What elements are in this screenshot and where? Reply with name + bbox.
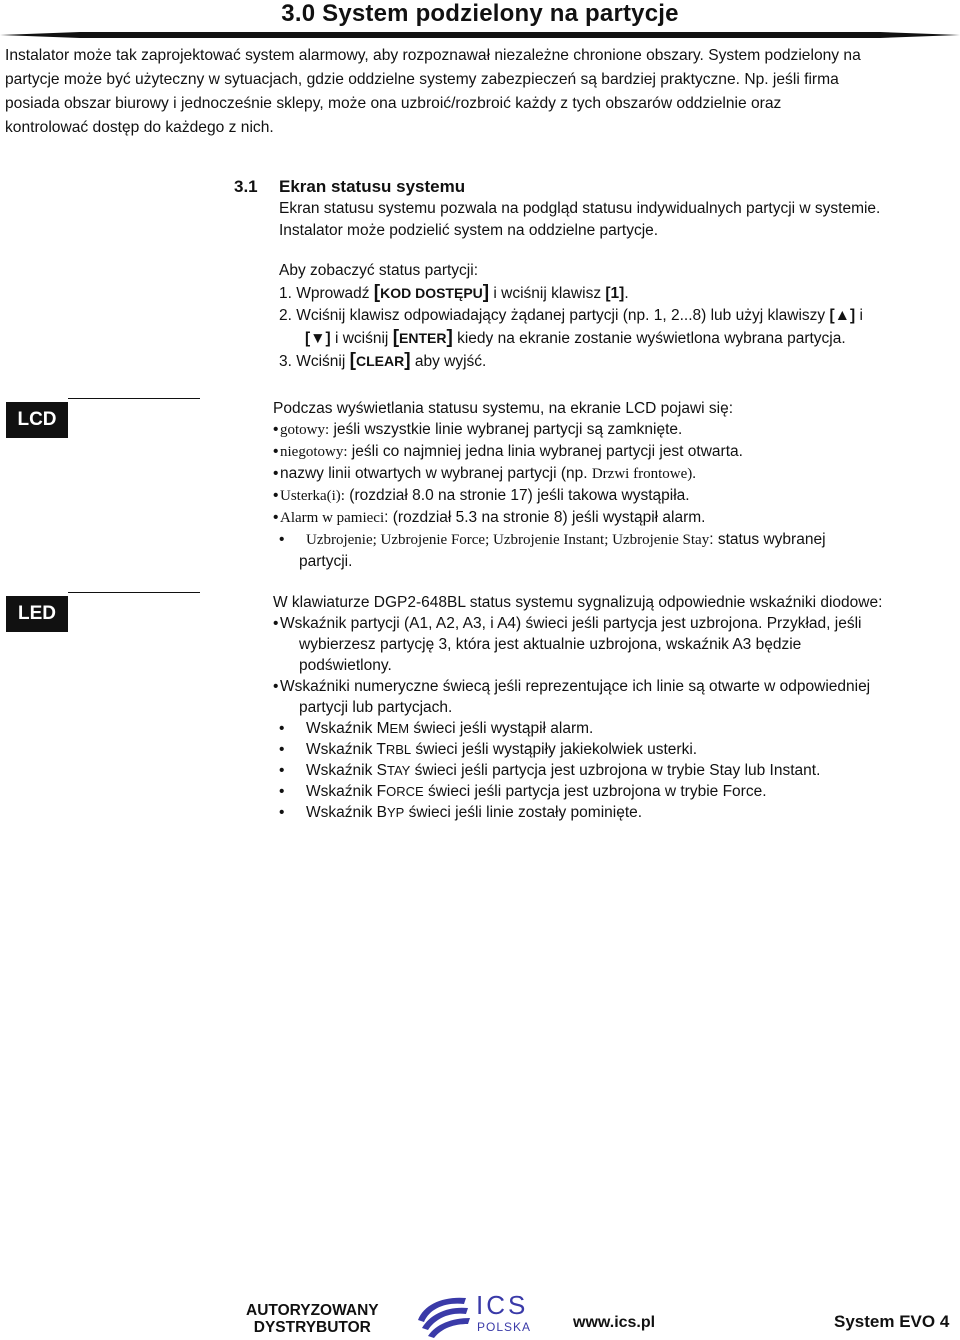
- howto-label: Aby zobaczyć status partycji:: [279, 262, 478, 279]
- led-item-partition-cont: podświetlony.: [299, 657, 392, 674]
- lcd-tag-line: [68, 398, 200, 399]
- key-clear: CLEAR: [355, 353, 405, 369]
- ics-logo-text: ICS: [476, 1290, 529, 1320]
- key-access-code: KOD DOSTĘPU: [380, 285, 483, 301]
- page-footer-label: System EVO 4: [834, 1312, 950, 1331]
- led-indicator-force: • Wskaźnik FORCE świeci jeśli partycja jest uzbrojona w trybie Force.: [273, 781, 957, 802]
- section-title: Ekran statusu systemu: [279, 177, 466, 196]
- intro-paragraph: [5, 44, 955, 140]
- intro-line: kontrolować dostęp do każdego z nich.: [5, 119, 274, 136]
- section-heading: [234, 176, 954, 198]
- lcd-item: • Usterka(i): (rozdział 8.0 na stronie 17) jeśli takowa wystąpiła.: [273, 485, 953, 507]
- led-intro: W klawiaturze DGP2-648BL status systemu sygnalizują odpowiednie wskaźniki diodowe:: [273, 594, 883, 611]
- section-body-line: Ekran statusu systemu pozwala na podgląd statusu indywidualnych partycji w systemie.: [279, 200, 881, 217]
- led-tag-line: [68, 592, 200, 593]
- led-item-numeric-cont: partycji lub partycjach.: [299, 699, 453, 716]
- lcd-item-armed: • Uzbrojenie; Uzbrojenie Force; Uzbrojenie Instant; Uzbrojenie Stay: status wybranej: [273, 529, 953, 551]
- section-body-line: Instalator może podzielić system na oddzielne partycje.: [279, 222, 659, 239]
- section-number: 3.1: [234, 177, 258, 196]
- section-3-1: [234, 176, 954, 373]
- led-indicator-mem: • Wskaźnik MEM świeci jeśli wystąpił alarm.: [273, 718, 957, 739]
- led-indicator-byp: • Wskaźnik BYP świeci jeśli linie zostały pominięte.: [273, 802, 957, 823]
- authorized-distributor: AUTORYZOWANY DYSTRYBUTOR: [246, 1302, 379, 1336]
- lcd-intro: Podczas wyświetlania statusu systemu, na ekranie LCD pojawi się:: [273, 400, 734, 417]
- intro-line: posiada obszar biurowy i jednocześnie sklepy, może ona uzbroić/rozbroić każdy z tych obszarów oddzielnie oraz: [5, 95, 782, 112]
- lcd-item: • niegotowy: jeśli co najmniej jedna linia wybranej partycji jest otwarta.: [273, 441, 953, 463]
- key-1: [1]: [605, 285, 625, 302]
- page-title: 3.0 System podzielony na partycje: [281, 0, 679, 27]
- header-rule: [0, 30, 960, 42]
- led-tag: LED: [6, 596, 68, 632]
- led-description: [273, 592, 957, 823]
- lcd-item-armed-cont: partycji.: [299, 553, 353, 570]
- intro-line: partycje może być użyteczny w sytuacjach, gdzie oddzielne systemy zabezpieczeń są bardziej praktyczne. Np. jeśli firma: [5, 71, 839, 88]
- intro-line: Instalator może tak zaprojektować system alarmowy, aby rozpoznawał niezależne chronione obszary. System podzielony na: [5, 47, 861, 64]
- ics-logo-subtext: POLSKA: [477, 1320, 532, 1334]
- led-indicator-stay: • Wskaźnik STAY świeci jeśli partycja jest uzbrojona w trybie Stay lub Instant.: [273, 760, 957, 781]
- step-1: 1. Wprowadź [KOD DOSTĘPU] i wciśnij klawisz [1].: [279, 282, 629, 303]
- led-item-partition: • Wskaźnik partycji (A1, A2, A3, i A4) świeci jeśli partycja jest uzbrojona. Przykład, jeśli: [273, 613, 957, 634]
- key-up: [▲]: [829, 307, 856, 324]
- lcd-item: • nazwy linii otwartych w wybranej partycji (np. Drzwi frontowe).: [273, 463, 953, 485]
- lcd-item: • Alarm w pamieci: (rozdział 5.3 na stronie 8) jeśli wystąpił alarm.: [273, 507, 953, 529]
- lcd-item: • gotowy: jeśli wszystkie linie wybranej partycji są zamknięte.: [273, 419, 953, 441]
- lcd-tag: LCD: [6, 402, 68, 438]
- step-2: 2. Wciśnij klawisz odpowiadający żądanej partycji (np. 1, 2...8) lub użyj klawiszy [▲] i: [279, 307, 863, 324]
- website-link[interactable]: www.ics.pl: [573, 1314, 656, 1331]
- step-2-continued: [▼] i wciśnij [ENTER] kiedy na ekranie zostanie wyświetlona wybrana partycja.: [305, 327, 846, 348]
- led-item-partition-cont: wybierzesz partycję 3, która jest aktualnie uzbrojona, wskaźnik A3 będzie: [299, 636, 802, 653]
- key-down: [▼]: [305, 330, 331, 347]
- led-item-numeric: • Wskaźniki numeryczne świecą jeśli reprezentujące ich linie są otwarte w odpowiedniej: [273, 676, 957, 697]
- lcd-description: [273, 398, 953, 572]
- step-3: 3. Wciśnij [CLEAR] aby wyjść.: [279, 350, 487, 371]
- key-enter: ENTER: [399, 330, 447, 346]
- led-indicator-trbl: • Wskaźnik TRBL świeci jeśli wystąpiły jakiekolwiek usterki.: [273, 739, 957, 760]
- ics-logo-icon: [414, 1290, 472, 1338]
